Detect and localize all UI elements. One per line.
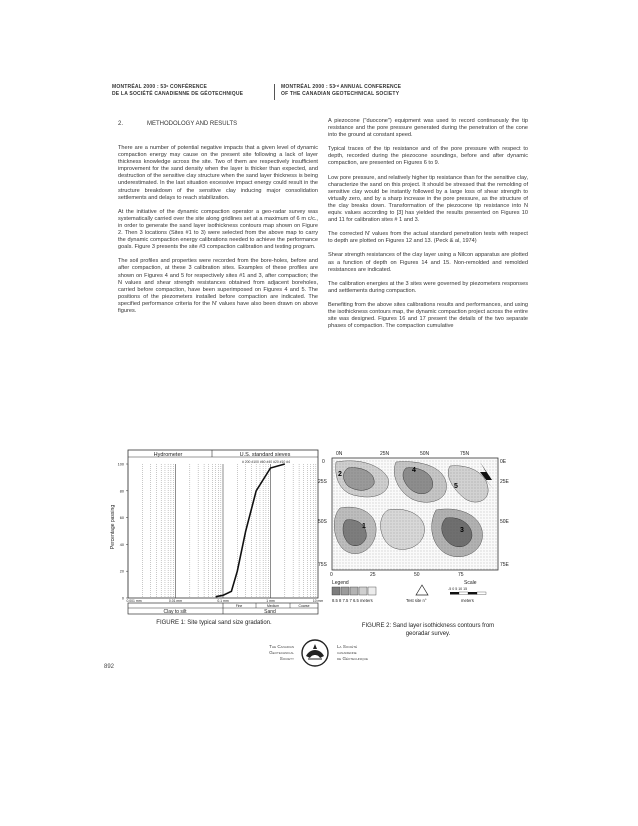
- scale-unit: meters: [461, 598, 474, 603]
- isothickness-contours: [332, 458, 498, 570]
- map-top-label: 50N: [420, 451, 430, 457]
- scale-bar: [450, 592, 486, 595]
- section-number: 2.: [118, 121, 124, 127]
- sand-label: Sand: [264, 609, 276, 615]
- figure1-caption: FIGURE 1: Site typical sand size gradation.: [156, 620, 272, 626]
- x-tick-label: 1 mm: [266, 599, 275, 603]
- site-marker: 2: [338, 471, 342, 478]
- logo-right-line: La Société: [337, 644, 358, 649]
- map-top-label: 25N: [380, 451, 390, 457]
- y-tick-label: 40: [119, 542, 124, 547]
- site-marker: 1: [362, 523, 366, 530]
- sand-coarse-label: Coarse: [298, 604, 310, 608]
- page-number: 892: [104, 664, 115, 670]
- figure2-map: [318, 448, 528, 620]
- left-paragraph: There are a number of potential negative impacts that a given level of dynamic compaction energy may cause on the present site following a lack of layer thickness knowledge across the site. Two of them are respectively insufficient improvement for the sand density when the layer is thicker than expected, and destruction of the sensitive clay structure when the sand layer thickness is being underestimated. In the last situation excessive impact energy could result in the structure breakdown of the sensitive clay inducing major consolidation settlements and delays to reach stabilization.: [118, 145, 318, 201]
- logo-left-line: The Canadian: [269, 644, 294, 649]
- header-right-line1: MONTRÉAL 2000 : 53ʳᵈ ANNUAL CONFERENCE: [281, 84, 402, 90]
- map-left-label: 0: [322, 459, 325, 465]
- legend-values: 8.5 8 7.5 7 6.5 meters: [332, 598, 373, 603]
- x-tick-label: 10 mm: [312, 599, 324, 603]
- right-paragraph: Shear strength resistances of the clay layer using a Nilcon apparatus are plotted as a function of depth on Figures 14 and 15. Non-remolded and remolded resistances are indicated.: [328, 252, 528, 273]
- gradation-curve: [216, 464, 285, 597]
- site-marker: 5: [454, 483, 458, 490]
- logo-left-line: Society: [279, 656, 294, 661]
- scale-title: Scale: [464, 580, 477, 586]
- right-paragraph: A piezocone ("duocone") equipment was used to record continuously the tip resistance and the pore pressure generated during the penetration of the cone into the ground at constant speed.: [328, 118, 528, 139]
- figure2-caption-line2: georadar survey.: [405, 631, 451, 637]
- figure2-caption-line1: FIGURE 2: Sand layer isothickness contours from: [361, 623, 495, 629]
- map-left-label: 50S: [318, 519, 327, 525]
- map-left-label: 75S: [318, 562, 327, 568]
- header-left-line2: DE LA SOCIÉTÉ CANADIENNE DE GÉOTECHNIQUE: [112, 91, 244, 97]
- left-column: [118, 145, 318, 322]
- test-site-label: Test site n°: [406, 598, 427, 603]
- sand-medium-label: Medium: [266, 604, 280, 608]
- figure2-caption: [328, 622, 528, 638]
- legend-swatches: [332, 587, 376, 595]
- map-top-label: 0N: [336, 451, 343, 457]
- header-right-line2: OF THE CANADIAN GEOTECHNICAL SOCIETY: [281, 91, 400, 97]
- sand-fine-label: Fine: [235, 604, 243, 608]
- x-tick-label: 0.1 mm: [217, 599, 229, 603]
- header-right: [281, 84, 401, 98]
- section-title: METHODOLOGY AND RESULTS: [147, 121, 238, 127]
- map-right-label: 50E: [500, 519, 509, 525]
- sieves-label: U.S. standard sieves: [239, 452, 291, 458]
- site-marker: 4: [412, 467, 416, 474]
- y-tick-label: 80: [119, 489, 124, 494]
- y-axis-label: Percentage passing: [110, 504, 116, 550]
- logo-text-right: [337, 644, 397, 662]
- left-paragraph: The soil profiles and properties were recorded from the bore-holes, before and after compaction, at these 3 calibration sites. Examples of these profiles are shown on Figures 4 and 5 for respectively sites #1 and 3, after compaction; the N values and shear strength resistances obtained from adjacent boreholes, carried before compaction, have been superimposed on Figures 4 and 5. The positions of the piezometers installed before compaction are indicated. The specified performance criteria for the N' values have also been drawn on above figures.: [118, 258, 318, 314]
- right-paragraph: Typical traces of the tip resistance and of the pore pressure with respect to depth, recorded during the piezocone soundings, before and after dynamic compaction, are presented on Figures 6 to 9.: [328, 146, 528, 167]
- site-marker: 3: [460, 527, 464, 534]
- map-right-label: 25E: [500, 479, 509, 485]
- logo-right-line: de Géotechnique: [337, 656, 369, 661]
- plot-gridlines: [128, 464, 316, 598]
- header-divider: [274, 84, 275, 100]
- y-tick-label: 0: [121, 596, 124, 601]
- logo-text-left: [248, 644, 294, 662]
- map-bottom-label: 75: [458, 572, 464, 578]
- map-right-label: 75E: [500, 562, 509, 568]
- map-right-label: 0E: [500, 459, 507, 465]
- right-paragraph: The corrected N' values from the actual standard penetration tests with respect to depth are plotted on Figures 12 and 13. (Peck & al, 1974): [328, 231, 528, 245]
- map-bottom-label: 0: [330, 572, 333, 578]
- right-paragraph: Benefiting from the above sites calibrations results and performances, and using the isothickness contours map, the dynamic compaction project across the entire site was designed. Figures 16 and 17 present the details of the two separate phases of compaction. The compaction cumulative: [328, 301, 528, 330]
- clay-silt-label: Clay to silt: [163, 609, 187, 615]
- test-site-triangle-icon: [416, 585, 428, 595]
- right-paragraph: Low pore pressure, and relatively higher tip resistance than for the sensitive clay, characterize the sand on this project. It should be stressed that the remolding of sensitive clay would be instantly followed by a large loss of shear strength to virtually zero, and by a sharp increase in the pore pressure, as the structure of the clay breaks down. Transformation of the piezocone tip resistance into N equiv. values according to [3] has yielded the results presented on Figures 10 and 11 for calibration sites # 1 and 3.: [328, 174, 528, 224]
- logo-left-line: Geotechnical: [269, 650, 294, 655]
- map-bottom-label: 25: [370, 572, 376, 578]
- y-tick-labels: [118, 463, 128, 601]
- x-tick-labels: [126, 599, 323, 603]
- y-tick-label: 60: [119, 516, 124, 521]
- left-paragraph: At the initiative of the dynamic compaction operator a geo-radar survey was systematically carried over the site along gridlines set at a maximum of 6 m c/c., in order to generate the sand layer isothickness contours map shown on Figure 2. Then 3 locations (Sites #1 to 3) were selected from the above map to carry the dynamic compaction energy calibrations needed to achieve the performance goals. Figure 3 presents the site #3 compaction calibration and testing program.: [118, 208, 318, 251]
- right-paragraph: The calibration energies at the 3 sites were governed by piezometers responses and settlements during compaction.: [328, 280, 528, 294]
- hydrometer-label: Hydrometer: [153, 452, 183, 458]
- cgs-logo-icon: [298, 638, 332, 668]
- x-tick-label: 0.01 mm: [168, 599, 183, 603]
- header-left: [112, 84, 243, 98]
- scale-ticks: -5 0 5 10 15: [448, 587, 468, 591]
- map-top-label: 75N: [460, 451, 470, 457]
- y-tick-label: 20: [119, 569, 124, 574]
- logo-right-line: canadienne: [337, 650, 357, 655]
- map-left-label: 25S: [318, 479, 327, 485]
- legend-title: Legend: [332, 580, 349, 586]
- sieve-numbers: # 200 #100 #60 #40 #20 #10 #4: [241, 460, 291, 464]
- map-bottom-label: 50: [414, 572, 420, 578]
- x-tick-label: 0.001 mm: [126, 599, 142, 603]
- header-left-line1: MONTRÉAL 2000 : 53ᵉ CONFÉRENCE: [112, 84, 208, 90]
- y-tick-label: 100: [117, 462, 124, 467]
- right-column: [328, 118, 528, 337]
